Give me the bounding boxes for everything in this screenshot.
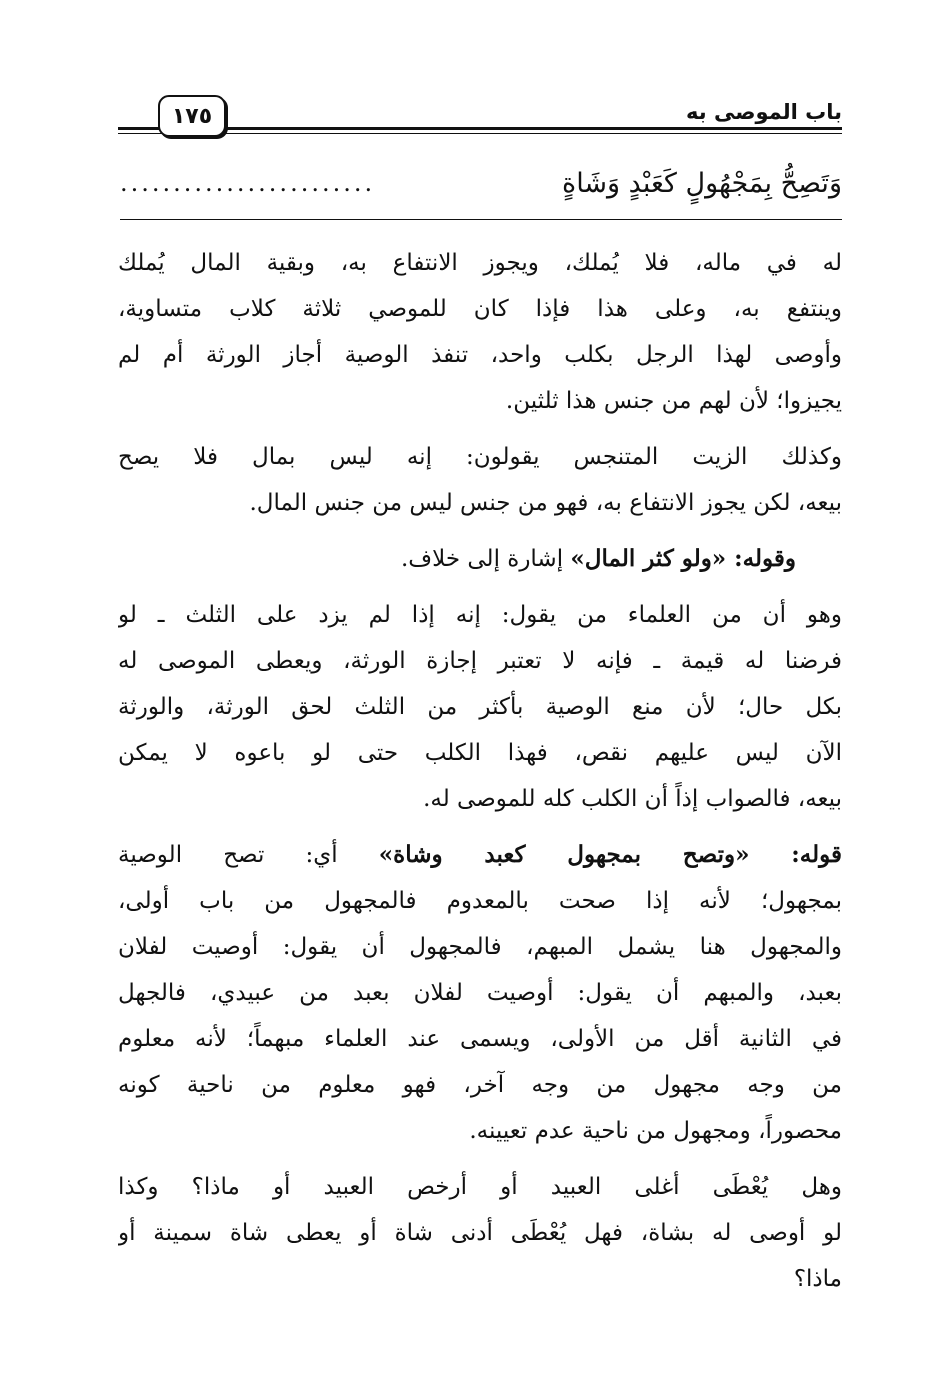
quoted-matn: وقوله: «ولو كثر المال» bbox=[570, 545, 796, 572]
text-line: وهل يُعْطَى أغلى العبيد أو أرخص العبيد أو ماذا؟ وكذا bbox=[118, 1174, 842, 1200]
quoted-matn: قوله: «وتصح بمجهول كعبد وشاة» bbox=[378, 841, 842, 868]
text-line: بيعه، لكن يجوز الانتفاع به، فهو من جنس ليس من جنس المال. bbox=[249, 490, 842, 516]
matn-separator-rule bbox=[120, 219, 842, 220]
text-line: وكذلك الزيت المتنجس يقولون: إنه ليس بمال فلا يصح bbox=[118, 444, 842, 470]
header-rule-thin bbox=[118, 133, 842, 134]
text-line: الآن ليس عليهم نقص، فهذا الكلب حتى لو باعوه لا يمكن bbox=[118, 740, 842, 766]
header-rule-thick bbox=[118, 127, 842, 130]
text-line: وهو أن من العلماء من يقول: إنه إذا لم يزد على الثلث ـ لو bbox=[118, 602, 842, 628]
text-line: محصوراً، ومجهول من ناحية عدم تعيينه. bbox=[469, 1118, 842, 1144]
paragraph bbox=[118, 434, 842, 526]
matn-text: وَتَصِحُّ بِمَجْهُولٍ كَعَبْدٍ وَشَاةٍ bbox=[562, 167, 842, 199]
text-line: وينتفع به، وعلى هذا فإذا كان للموصي ثلاثة كلاب متساوية، bbox=[118, 296, 842, 322]
matn-dots: ........................ bbox=[120, 169, 376, 197]
paragraph bbox=[118, 536, 842, 582]
commentary-body bbox=[118, 240, 842, 1302]
text-line: بكل حال؛ لأن منع الوصية بأكثر من الثلث لحق الورثة، والورثة bbox=[118, 694, 842, 720]
text-line: في الثانية أقل من الأولى، ويسمى عند العلماء مبهماً؛ لأنه معلوم bbox=[118, 1026, 842, 1052]
line-text: إشارة إلى خلاف. bbox=[400, 546, 571, 572]
matn-line bbox=[120, 158, 842, 208]
running-header bbox=[118, 88, 842, 150]
text-line: بيعه، فالصواب إذاً أن الكلب كله للموصى له. bbox=[423, 786, 842, 812]
paragraph bbox=[118, 592, 842, 822]
line-text: أي: تصح الوصية bbox=[118, 842, 379, 868]
paragraph bbox=[118, 832, 842, 1154]
text-line: له في ماله، فلا يُملك، ويجوز الانتفاع به، وبقية المال يُملك bbox=[118, 250, 842, 276]
text-line: فرضنا له قيمة ـ فإنه لا تعتبر إجازة الورثة، ويعطى الموصى له bbox=[118, 648, 842, 674]
chapter-title: باب الموصى به bbox=[686, 100, 842, 124]
page-number: ١٧٥ bbox=[158, 95, 226, 137]
text-line bbox=[118, 536, 842, 582]
text-line: ماذا؟ bbox=[793, 1266, 842, 1292]
text-line: من وجه مجهول من وجه آخر، فهو معلوم من ناحية كونه bbox=[118, 1072, 842, 1098]
text-line: بعبد، والمبهم أن يقول: أوصيت لفلان بعبد من عبيدي، فالجهل bbox=[118, 980, 842, 1006]
text-line: بمجهول؛ لأنه إذا صحت بالمعدوم فالمجهول من باب أولى، bbox=[118, 888, 842, 914]
paragraph bbox=[118, 1164, 842, 1302]
text-line: والمجهول هنا يشمل المبهم، فالمجهول أن يقول: أوصيت لفلان bbox=[118, 934, 842, 960]
text-line: لو أوصى له بشاة، فهل يُعْطَى أدنى شاة أو يعطى شاة سمينة أو bbox=[118, 1220, 842, 1246]
text-line: وأوصى لهذا الرجل بكلب واحد، تنفذ الوصية أجاز الورثة أم لم bbox=[118, 342, 842, 368]
text-line: يجيزوا؛ لأن لهم من جنس هذا ثلثين. bbox=[505, 388, 842, 414]
paragraph bbox=[118, 240, 842, 424]
text-line bbox=[118, 832, 842, 878]
